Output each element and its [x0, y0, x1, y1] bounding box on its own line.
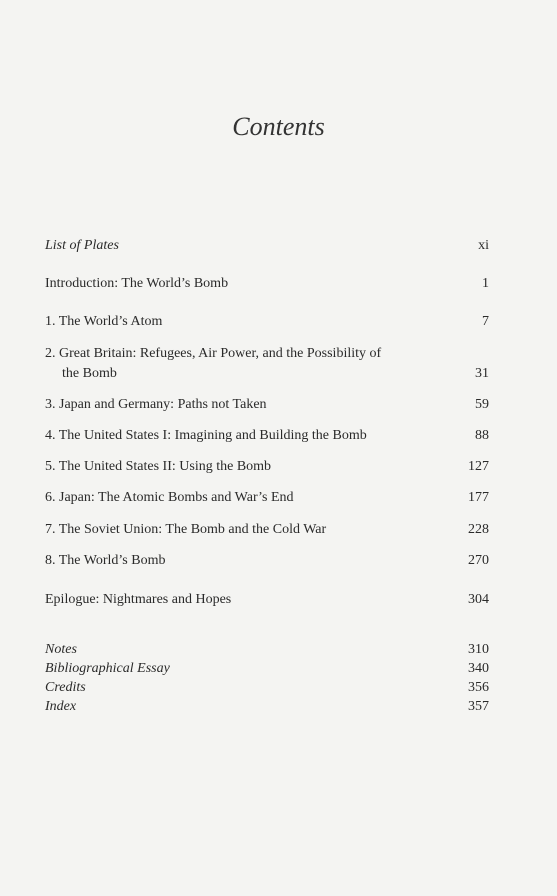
page-title: Contents: [232, 112, 325, 141]
toc-entry-text: Introduction: The World’s Bomb: [45, 276, 229, 291]
toc-entry-page: 88: [475, 428, 489, 443]
toc-entry-text: 3. Japan and Germany: Paths not Taken: [45, 397, 267, 412]
toc-entry-text: 7. The Soviet Union: The Bomb and the Cold War: [45, 522, 327, 537]
toc-entry-page: 59: [475, 397, 489, 412]
toc-entry-index: [45, 697, 489, 717]
toc-entry-text: 1. The World’s Atom: [45, 314, 163, 329]
toc-entry-page: 357: [468, 699, 489, 714]
toc-entry-page: 1: [482, 276, 489, 291]
toc-entry-chapter-6: [45, 488, 489, 508]
toc-entry-text: 6. Japan: The Atomic Bombs and War’s End: [45, 490, 294, 505]
toc-entry-chapter-8: [45, 551, 489, 571]
toc-entry-page: 340: [468, 661, 489, 676]
toc-entry-chapter-3: [45, 395, 489, 415]
toc-entry-page: 310: [468, 642, 489, 657]
toc-entry-text: Bibliographical Essay: [45, 661, 170, 676]
toc-entry-text: Notes: [45, 642, 77, 657]
toc-entry-chapter-1: [45, 312, 489, 332]
toc-entry-page: 127: [468, 459, 489, 474]
toc-entry-page: 270: [468, 553, 489, 568]
toc-entry-text: Epilogue: Nightmares and Hopes: [45, 592, 232, 607]
toc-entry-chapter-2: [45, 344, 489, 384]
toc-entry-chapter-7: [45, 520, 489, 540]
toc-entry-text: Index: [45, 699, 77, 714]
toc-entry-notes: [45, 640, 489, 660]
toc-entry-page: 304: [468, 592, 489, 607]
toc-entry-list-of-plates: [45, 236, 489, 256]
toc-entry-page: 7: [482, 314, 489, 329]
toc-entry-introduction: [45, 274, 489, 294]
toc-entry-epilogue: [45, 590, 489, 610]
toc-entry-credits: [45, 678, 489, 698]
toc-entry-text: 5. The United States II: Using the Bomb: [45, 459, 272, 474]
toc-entry-text: 8. The World’s Bomb: [45, 553, 166, 568]
toc-entry-page: 228: [468, 522, 489, 537]
toc-entry-text: List of Plates: [45, 238, 119, 253]
toc-entry-bibliographical-essay: [45, 659, 489, 679]
toc-entry-page: 177: [468, 490, 489, 505]
toc-entry-chapter-4: [45, 426, 489, 446]
toc-entry-text: 2. Great Britain: Refugees, Air Power, and the Possibility of: [45, 346, 382, 361]
toc-entry-text: 4. The United States I: Imagining and Building the Bomb: [45, 428, 367, 443]
toc-entry-chapter-5: [45, 457, 489, 477]
toc-entry-text: Credits: [45, 680, 86, 695]
toc-entry-text-continued: the Bomb: [62, 366, 117, 381]
toc-entry-page: 31: [475, 366, 489, 381]
toc-entry-page: xi: [478, 238, 489, 253]
toc-entry-page: 356: [468, 680, 489, 695]
